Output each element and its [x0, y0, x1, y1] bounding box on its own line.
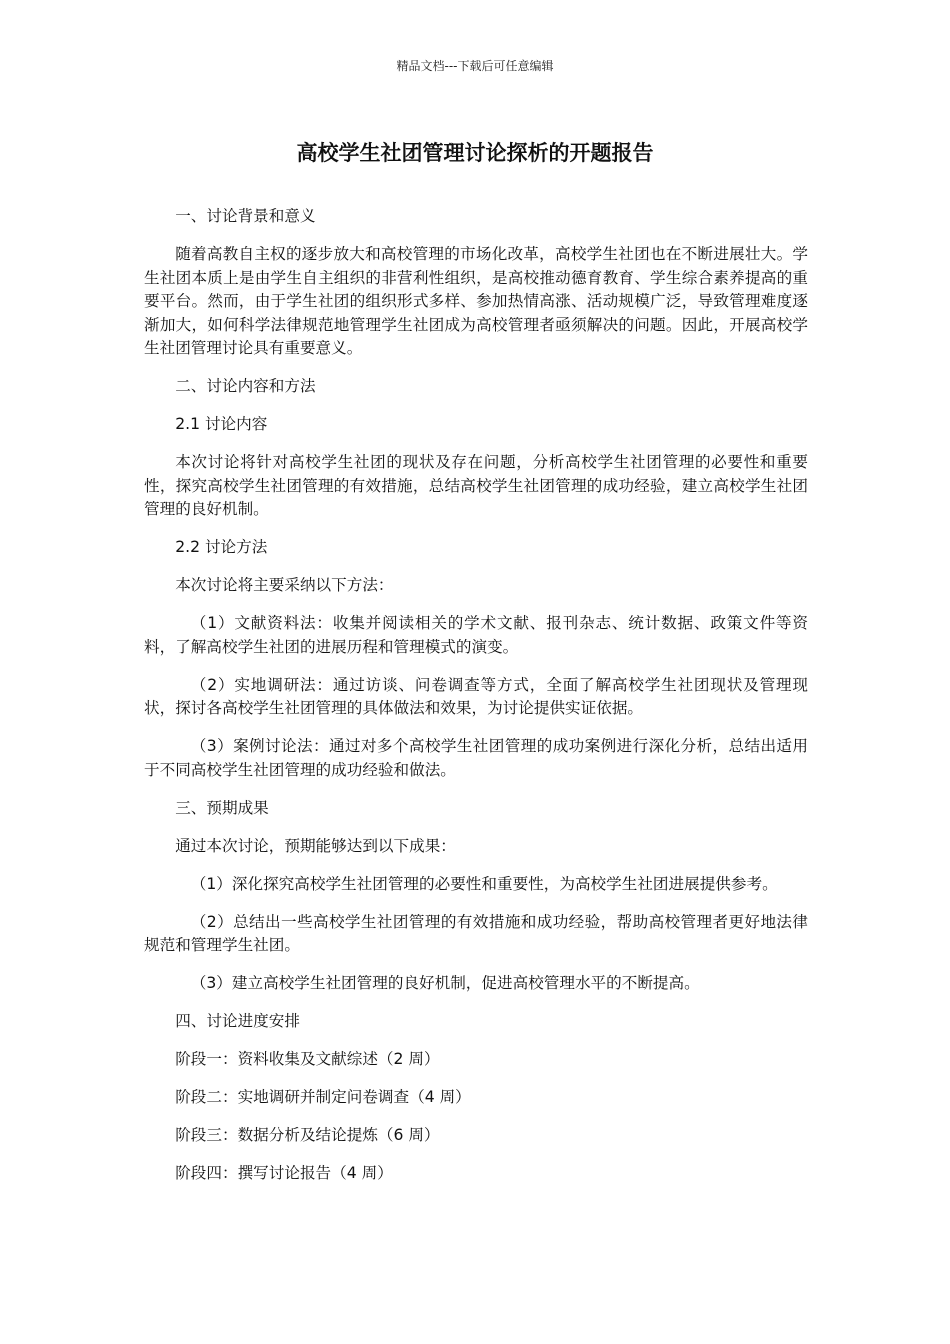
page-header: 精品文档---下载后可任意编辑 — [396, 59, 554, 73]
list-item: （2）总结出一些高校学生社团管理的有效措施和成功经验，帮助高校管理者更好地法律规范和管理学生社团。 — [144, 912, 808, 954]
document-body — [144, 205, 808, 1200]
schedule-item: 阶段一：资料收集及文献综述（2 周） — [175, 1050, 440, 1068]
list-item: （1）文献资料法：收集并阅读相关的学术文献、报刊杂志、统计数据、政策文件等资料，了解高校学生社团的进展历程和管理模式的演变。 — [144, 614, 808, 656]
list-item: （1）深化探究高校学生社团管理的必要性和重要性，为高校学生社团进展提供参考。 — [190, 874, 778, 893]
subsection-heading-method: 2.2 讨论方法 — [175, 538, 268, 556]
section-heading-content-method: 二、讨论内容和方法 — [175, 377, 316, 395]
body-paragraph: 随着高教自主权的逐步放大和高校管理的市场化改革，高校学生社团也在不断进展壮大。学生社团本质上是由学生自主组织的非营利性组织，是高校推动德育教育、学生综合素养提高的重要平台。然而，由于学生社团的组织形式多样、参加热情高涨、活动规模广泛，导致管理难度逐渐加大，如何科学法律规范地管理学生社团成为高校管理者亟须解决的问题。因此，开展高校学生社团管理讨论具有重要意义。 — [144, 245, 808, 357]
list-item: （3）建立高校学生社团管理的良好机制，促进高校管理水平的不断提高。 — [190, 974, 700, 992]
list-item: （3）案例讨论法：通过对多个高校学生社团管理的成功案例进行深化分析，总结出适用于不同高校学生社团管理的成功经验和做法。 — [144, 737, 808, 779]
section-heading-schedule: 四、讨论进度安排 — [175, 1012, 300, 1030]
body-paragraph: 本次讨论将针对高校学生社团的现状及存在问题，分析高校学生社团管理的必要性和重要性，探究高校学生社团管理的有效措施，总结高校学生社团管理的成功经验，建立高校学生社团管理的良好机制。 — [144, 453, 808, 518]
body-paragraph: 通过本次讨论，预期能够达到以下成果： — [175, 836, 456, 855]
section-heading-background: 一、讨论背景和意义 — [175, 207, 316, 225]
schedule-item: 阶段三：数据分析及结论提炼（6 周） — [175, 1126, 440, 1144]
section-heading-results: 三、预期成果 — [175, 798, 269, 817]
schedule-item: 阶段四：撰写讨论报告（4 周） — [175, 1164, 393, 1182]
list-item: （2）实地调研法：通过访谈、问卷调查等方式，全面了解高校学生社团现状及管理现状，探讨各高校学生社团管理的具体做法和效果，为讨论提供实证依据。 — [144, 675, 808, 717]
document-title: 高校学生社团管理讨论探析的开题报告 — [296, 141, 654, 165]
subsection-heading-content: 2.1 讨论内容 — [175, 415, 268, 433]
body-paragraph: 本次讨论将主要采纳以下方法： — [175, 576, 394, 594]
schedule-item: 阶段二：实地调研并制定问卷调查（4 周） — [175, 1088, 471, 1106]
